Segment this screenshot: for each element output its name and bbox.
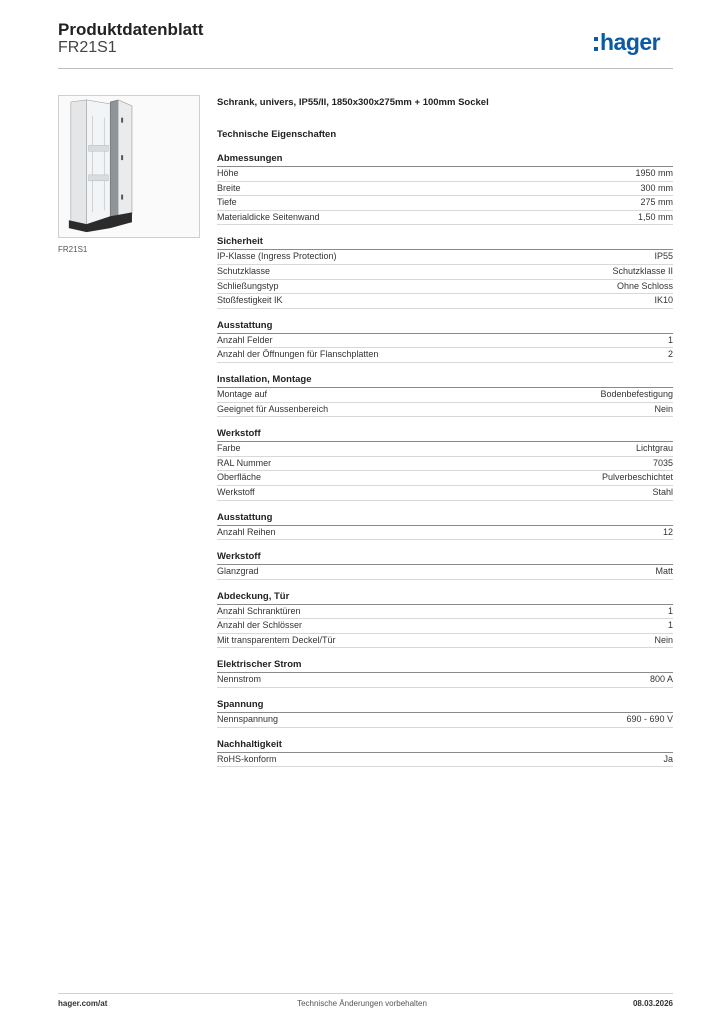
spec-sections: [217, 153, 673, 767]
spec-value: 7035: [652, 457, 673, 468]
spec-value: 1: [667, 620, 673, 631]
spec-row: [217, 196, 673, 211]
product-image: [58, 95, 200, 238]
footer-date: 08.03.2026: [632, 999, 673, 1008]
spec-row: [217, 565, 673, 580]
spec-value: IP55: [654, 251, 673, 262]
spec-value: IK10: [654, 295, 673, 306]
header-divider: [58, 68, 673, 69]
doc-title: Produktdatenblatt: [58, 20, 204, 39]
section-title: Werkstoff: [217, 428, 673, 442]
spec-value: 800 A: [649, 674, 673, 685]
section-title: Ausstattung: [217, 320, 673, 334]
spec-row: [217, 619, 673, 634]
spec-value: 1: [667, 605, 673, 616]
spec-label: Höhe: [217, 168, 239, 178]
spec-value: Nein: [654, 403, 673, 414]
spec-label: Mit transparentem Deckel/Tür: [217, 634, 336, 645]
spec-value: 300 mm: [640, 182, 673, 193]
spec-content: [217, 96, 673, 778]
section-title: Elektrischer Strom: [217, 659, 673, 673]
spec-value: 690 - 690 V: [626, 714, 673, 725]
spec-row: [217, 211, 673, 226]
spec-section: [217, 512, 673, 541]
spec-label: Tiefe: [217, 197, 237, 208]
spec-section: [217, 551, 673, 580]
spec-value: Ja: [663, 753, 673, 764]
spec-label: Breite: [217, 182, 241, 193]
spec-label: Anzahl der Schlösser: [217, 620, 303, 631]
spec-section: [217, 374, 673, 417]
spec-value: Nein: [654, 634, 673, 645]
spec-value: 275 mm: [640, 197, 673, 208]
spec-value: 1950 mm: [635, 168, 673, 178]
spec-label: Materialdicke Seitenwand: [217, 211, 320, 222]
spec-row: [217, 348, 673, 363]
cabinet-image: [59, 96, 199, 237]
spec-row: [217, 442, 673, 457]
spec-label: Farbe: [217, 443, 241, 454]
spec-label: Anzahl Felder: [217, 334, 273, 345]
product-title: Schrank, univers, IP55/II, 1850x300x275mm + 100mm Sockel: [217, 97, 489, 108]
spec-value: 2: [667, 349, 673, 360]
footer-website: hager.com/at: [58, 999, 108, 1008]
logo-text: hager: [600, 29, 661, 55]
spec-label: Anzahl Schranktüren: [217, 605, 301, 616]
spec-section: [217, 320, 673, 363]
spec-label: Glanzgrad: [217, 566, 259, 577]
section-title: Spannung: [217, 699, 673, 713]
spec-row: [217, 250, 673, 265]
spec-row: [217, 713, 673, 728]
spec-value: Ohne Schloss: [616, 280, 673, 291]
product-code: FR21S1: [58, 39, 117, 56]
spec-row: [217, 280, 673, 295]
spec-section: [217, 236, 673, 308]
spec-row: [217, 634, 673, 649]
spec-section: [217, 659, 673, 688]
section-title: Werkstoff: [217, 551, 673, 565]
spec-subheading: Technische Eigenschaften: [217, 129, 337, 140]
spec-label: RAL Nummer: [217, 457, 272, 468]
section-title: Installation, Montage: [217, 374, 673, 388]
spec-label: Werkstoff: [217, 486, 255, 497]
spec-section: [217, 428, 673, 500]
spec-row: [217, 294, 673, 309]
spec-label: Nennspannung: [217, 714, 279, 725]
section-title: Abmessungen: [217, 153, 673, 167]
logo-mark-icon: [594, 37, 598, 51]
spec-row: [217, 471, 673, 486]
footer-divider: [58, 993, 673, 994]
spec-section: [217, 699, 673, 728]
spec-label: Schließungstyp: [217, 280, 279, 291]
hager-logo: [594, 28, 660, 56]
spec-label: Schutzklasse: [217, 265, 271, 276]
spec-row: [217, 403, 673, 418]
spec-row: [217, 388, 673, 403]
spec-row: [217, 457, 673, 472]
spec-value: 12: [662, 526, 673, 537]
spec-label: Montage auf: [217, 388, 268, 399]
spec-value: Stahl: [652, 486, 673, 497]
spec-row: [217, 753, 673, 768]
section-title: Nachhaltigkeit: [217, 739, 673, 753]
footer-note: Technische Änderungen vorbehalten: [297, 999, 427, 1008]
spec-value: 1: [667, 334, 673, 345]
spec-label: Geeignet für Aussenbereich: [217, 403, 329, 414]
spec-label: Anzahl der Öffnungen für Flanschplatten: [217, 349, 379, 360]
spec-row: [217, 334, 673, 349]
spec-value: Bodenbefestigung: [600, 388, 673, 399]
section-title: Ausstattung: [217, 512, 673, 526]
spec-row: [217, 673, 673, 688]
spec-row: [217, 526, 673, 541]
spec-section: [217, 739, 673, 768]
section-title: Sicherheit: [217, 236, 673, 250]
spec-row: [217, 167, 673, 182]
spec-value: Pulverbeschichtet: [601, 472, 673, 483]
spec-label: RoHS-konform: [217, 753, 277, 764]
spec-section: [217, 591, 673, 649]
image-caption: FR21S1: [58, 245, 88, 254]
spec-row: [217, 486, 673, 501]
spec-section: [217, 153, 673, 225]
spec-label: Nennstrom: [217, 674, 262, 685]
spec-label: Oberfläche: [217, 472, 262, 483]
spec-row: [217, 182, 673, 197]
spec-label: IP-Klasse (Ingress Protection): [217, 251, 337, 262]
spec-value: Lichtgrau: [635, 443, 673, 454]
spec-row: [217, 605, 673, 620]
spec-label: Anzahl Reihen: [217, 526, 276, 537]
spec-row: [217, 265, 673, 280]
spec-value: 1,50 mm: [637, 211, 673, 222]
spec-label: Stoßfestigkeit IK: [217, 295, 283, 306]
spec-value: Schutzklasse II: [612, 265, 673, 276]
spec-value: Matt: [655, 566, 673, 577]
section-title: Abdeckung, Tür: [217, 591, 673, 605]
